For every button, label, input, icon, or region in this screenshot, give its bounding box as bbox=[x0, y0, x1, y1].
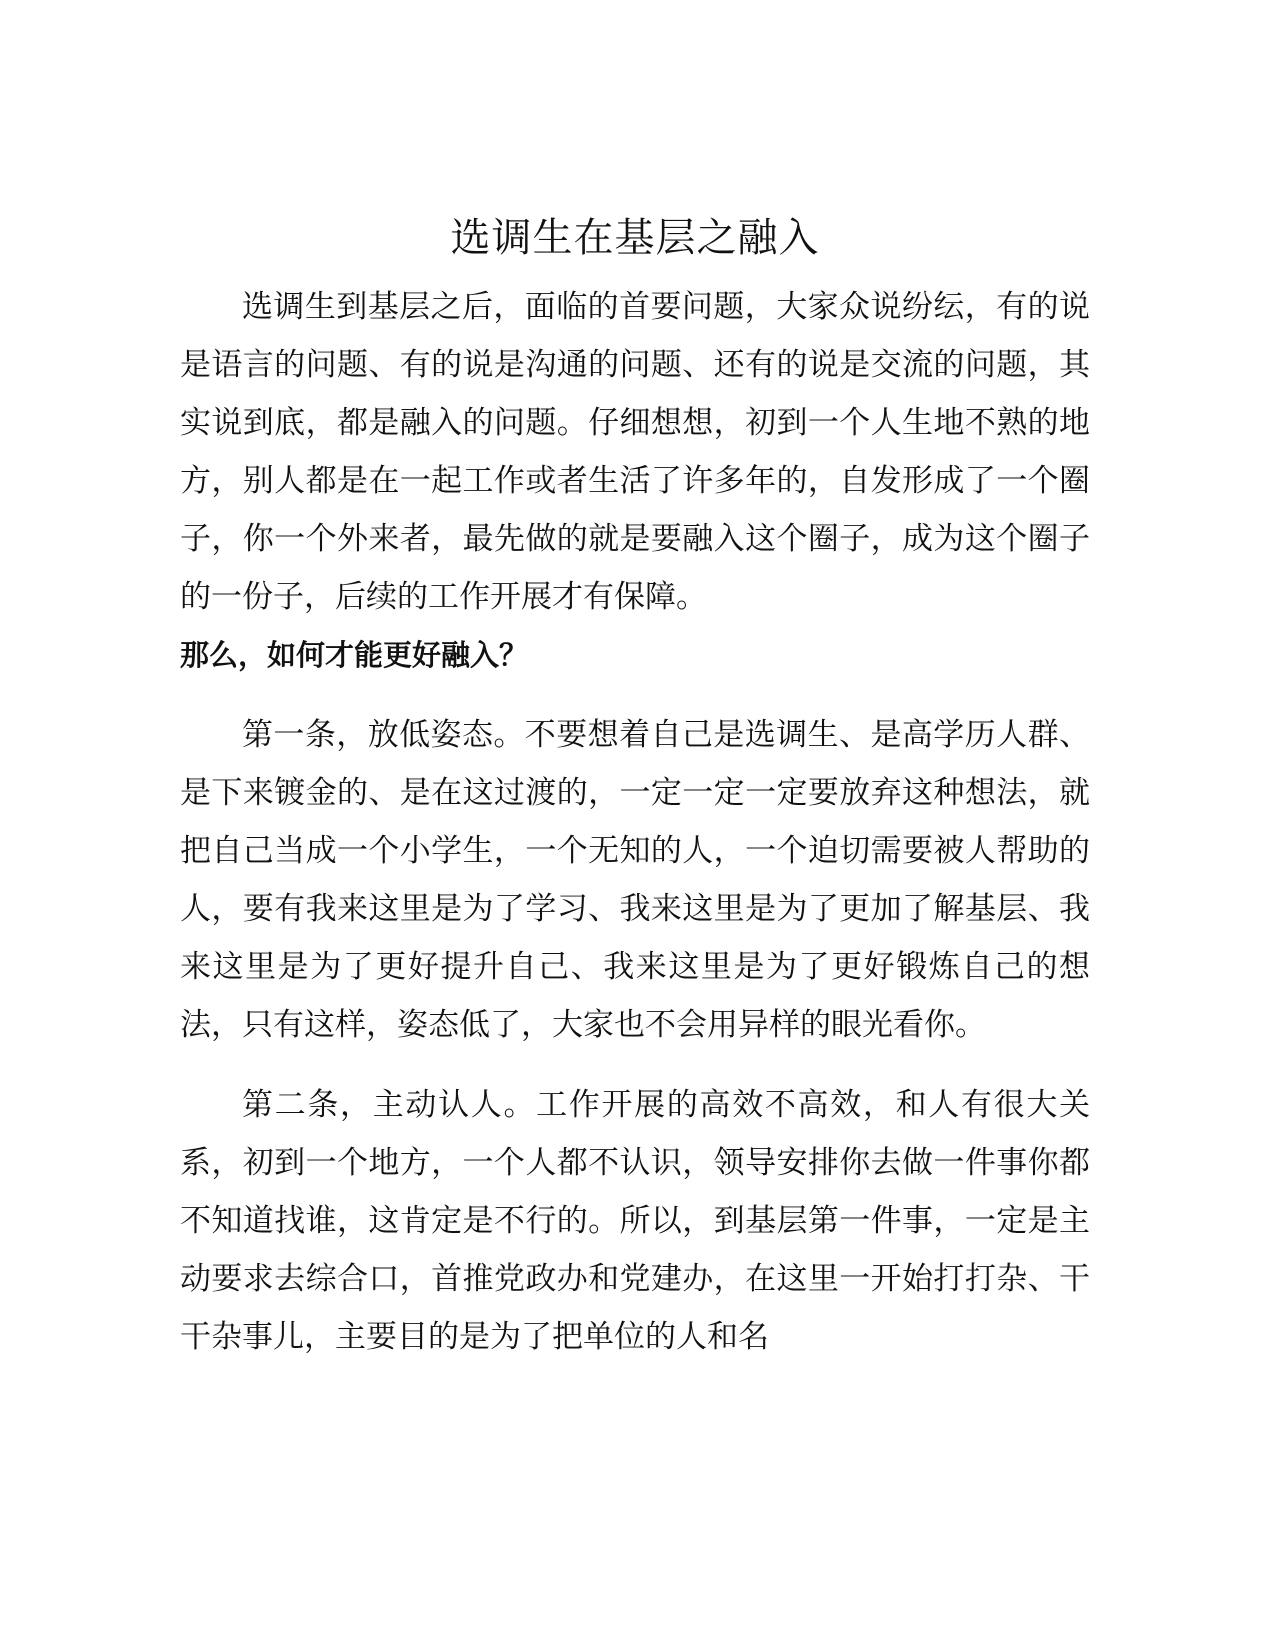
paragraph-intro-text: 选调生到基层之后，面临的首要问题，大家众说纷纭，有的说是语言的问题、有的说是沟通的问题、还有的说是交流的问题，其实说到底，都是融入的问题。仔细想想，初到一个人生地不熟的地方，别人都是在一起工作或者生活了许多年的，自发形成了一个圈子，你一个外来者，最先做的就是要融入这个圈子，成为这个圈子的一份子，后续的工作开展才有保障。 bbox=[180, 289, 1090, 615]
paragraph-rule-1: 第一条，放低姿态。不要想着自己是选调生、是高学历人群、是下来镀金的、是在这过渡的，一定一定一定要放弃这种想法，就把自己当成一个小学生，一个无知的人，一个迫切需要被人帮助的人，要有我来这里是为了学习、我来这里是为了更加了解基层、我来这里是为了更好提升自己、我来这里是为了更好锻炼自己的想法，只有这样，姿态低了，大家也不会用异样的眼光看你。 bbox=[180, 717, 1090, 1043]
document-page bbox=[180, 210, 1090, 1388]
document-title: 选调生在基层之融入 bbox=[450, 215, 820, 261]
intro-question: 那么，如何才能更好融入？ bbox=[180, 638, 529, 672]
paragraph-intro bbox=[180, 278, 1090, 684]
paragraph-rule-2: 第二条，主动认人。工作开展的高效不高效，和人有很大关系，初到一个地方，一个人都不认识，领导安排你去做一件事你都不知道找谁，这肯定是不行的。所以，到基层第一件事，一定是主动要求去综合口，首推党政办和党建办，在这里一开始打打杂、干干杂事儿，主要目的是为了把单位的人和名 bbox=[180, 1087, 1090, 1355]
